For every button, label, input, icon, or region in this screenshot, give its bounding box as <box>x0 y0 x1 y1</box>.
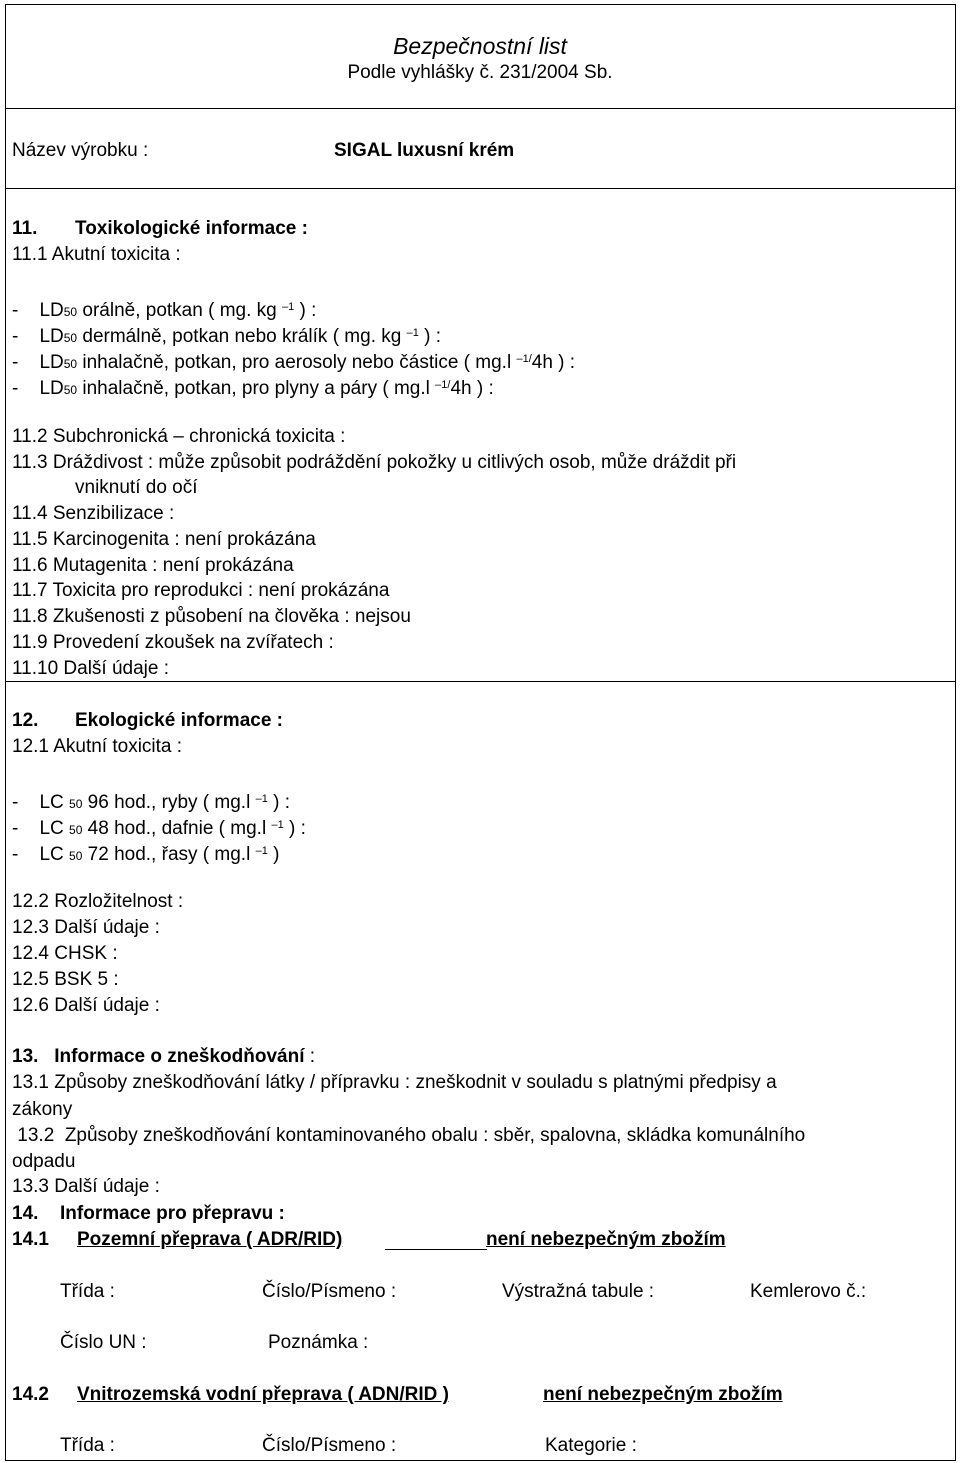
section-11-7: 11.7 Toxicita pro reprodukci : není prokázána <box>12 580 390 601</box>
section-11-number: 11. <box>12 218 38 239</box>
section-13-heading: 13. Informace o zneškodňování : <box>12 1046 316 1067</box>
ld50-inhalation-aerosol: - LD50 inhalačně, potkan, pro aerosoly nebo částice ( mg.l $^{-1/}$4h ) : <box>12 352 576 373</box>
section-12-3: 12.3 Další údaje : <box>12 917 160 938</box>
road-warning-sign-label: Výstražná tabule : <box>502 1281 655 1302</box>
section-12-heading: Ekologické informace : <box>75 710 284 731</box>
section-11-9: 11.9 Provedení zkoušek na zvířatech : <box>12 632 334 653</box>
section-14-2-number: 14.2 <box>12 1384 49 1405</box>
road-un-number-label: Číslo UN : <box>60 1332 147 1353</box>
water-cislo-pismeno-label: Číslo/Písmeno : <box>262 1435 397 1456</box>
ld50-inhalation-gas: - LD50 inhalačně, potkan, pro plyny a páry ( mg.l $^{-1/}$4h ) : <box>12 378 494 399</box>
section-11-10: 11.10 Další údaje : <box>12 658 170 679</box>
road-note-label: Poznámka : <box>268 1332 369 1353</box>
section-12-1: 12.1 Akutní toxicita : <box>12 736 183 757</box>
section-13-1-cont: zákony <box>12 1099 73 1120</box>
ld50-oral: - LD50 orálně, potkan ( mg. kg $^{-1}$ ) : <box>12 300 317 321</box>
product-label: Název výrobku : <box>12 140 149 161</box>
section-12-5: 12.5 BSK 5 : <box>12 969 119 990</box>
section-11-4: 11.4 Senzibilizace : <box>12 503 175 524</box>
section-11-heading: Toxikologické informace : <box>75 218 308 239</box>
section-14-1-title: Pozemní přeprava ( ADR/RID) <box>77 1229 343 1250</box>
section-12-number: 12. <box>12 710 39 731</box>
section-11-3-cont: vniknutí do očí <box>75 477 198 498</box>
ld50-dermal: - LD50 dermálně, potkan nebo králík ( mg. kg $^{-1}$ ) : <box>12 326 442 347</box>
section-11-6: 11.6 Mutagenita : není prokázána <box>12 555 294 576</box>
section-12-6: 12.6 Další údaje : <box>12 995 160 1016</box>
lc50-daphnia: - LC 50 48 hod., dafnie ( mg.l $^{-1}$ ) : <box>12 818 306 839</box>
divider <box>5 188 956 189</box>
section-14-2-title: Vnitrozemská vodní přeprava ( ADN/RID ) <box>77 1384 449 1405</box>
section-13-1: 13.1 Způsoby zneškodňování látky / přípravku : zneškodnit v souladu s platnými předpisy a <box>12 1072 777 1093</box>
section-13-2-cont: odpadu <box>12 1151 76 1172</box>
section-13-2: 13.2 Způsoby zneškodňování kontaminovaného obalu : sběr, spalovna, skládka komunálního <box>12 1125 806 1146</box>
section-11-8: 11.8 Zkušenosti z působení na člověka : nejsou <box>12 606 411 627</box>
section-12-4: 12.4 CHSK : <box>12 943 118 964</box>
section-14-2-status: není nebezpečným zbožím <box>543 1384 783 1405</box>
section-14-heading: Informace pro přepravu : <box>60 1203 285 1224</box>
section-12-2: 12.2 Rozložitelnost : <box>12 891 184 912</box>
divider <box>5 108 956 109</box>
section-11-2: 11.2 Subchronická – chronická toxicita : <box>12 426 346 447</box>
document-subtitle: Podle vyhlášky č. 231/2004 Sb. <box>347 62 613 83</box>
road-trida-label: Třída : <box>60 1281 115 1302</box>
water-trida-label: Třída : <box>60 1435 115 1456</box>
road-kemler-label: Kemlerovo č.: <box>750 1281 867 1302</box>
underline-gap <box>385 1249 487 1250</box>
product-name: SIGAL luxusní krém <box>334 140 515 161</box>
section-14-number: 14. <box>12 1203 39 1224</box>
section-14-1-number: 14.1 <box>12 1229 49 1250</box>
section-13-3: 13.3 Další údaje : <box>12 1176 160 1197</box>
water-category-label: Kategorie : <box>545 1435 637 1456</box>
lc50-algae: - LC 50 72 hod., řasy ( mg.l $^{-1}$ ) <box>12 844 280 865</box>
section-11-3: 11.3 Dráždivost : může způsobit podráždění pokožky u citlivých osob, může dráždit při <box>12 452 737 473</box>
section-11-5: 11.5 Karcinogenita : není prokázána <box>12 529 316 550</box>
document-title: Bezpečnostní list <box>393 33 567 59</box>
road-cislo-pismeno-label: Číslo/Písmeno : <box>262 1281 397 1302</box>
section-14-1-status: není nebezpečným zbožím <box>486 1229 726 1250</box>
lc50-fish: - LC 50 96 hod., ryby ( mg.l $^{-1}$ ) : <box>12 792 290 813</box>
section-11-1: 11.1 Akutní toxicita : <box>12 244 181 265</box>
divider <box>5 681 956 682</box>
